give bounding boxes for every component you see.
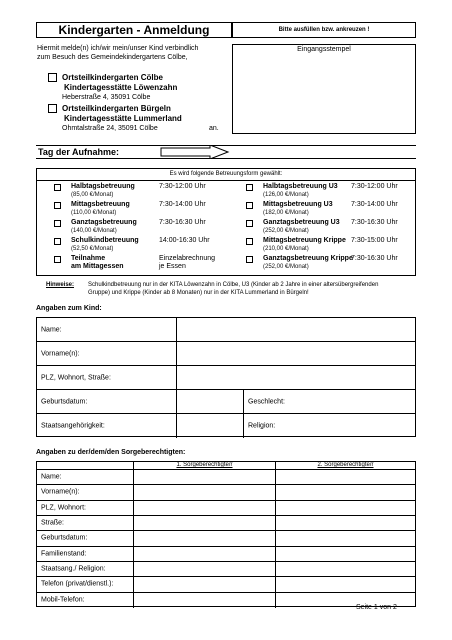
location-2-address: Ohmtalstraße 24, 35091 Cölbe	[62, 125, 158, 132]
page-number: Seite 1 von 2	[356, 604, 397, 611]
guardian-2-field[interactable]	[276, 531, 415, 545]
child-religion-field[interactable]	[277, 414, 415, 438]
care-option-right-2	[229, 219, 417, 237]
hinweis-line-2: Gruppe) und Krippe (Kinder ab 8 Monaten) nur in der KITA Lummerland in Bürgeln!	[88, 290, 309, 296]
care-option-time: Einzelabrechnung	[159, 255, 216, 262]
care-option-left-1	[37, 201, 227, 219]
guardian-1-field[interactable]	[134, 485, 275, 499]
guardian-row-label: PLZ, Wohnort:	[41, 504, 87, 512]
care-option-name: Mittagsbetreuung U3	[263, 201, 333, 208]
care-option-right-2-checkbox[interactable]	[246, 220, 253, 227]
care-option-left-3-checkbox[interactable]	[54, 238, 61, 245]
guardian-2-field[interactable]	[276, 547, 415, 561]
care-option-right-3-checkbox[interactable]	[246, 238, 253, 245]
child-plz-field[interactable]	[177, 366, 415, 389]
care-option-time: 7:30-12:00 Uhr	[351, 183, 398, 190]
guardians-table	[36, 461, 416, 607]
guardian-1-field[interactable]	[134, 562, 275, 576]
page-title: Kindergarten - Anmeldung	[58, 23, 210, 37]
guardian-row	[37, 562, 415, 577]
care-heading: Es wird folgende Betreuungsform gewählt:	[169, 171, 283, 177]
child-heading: Angaben zum Kind:	[36, 305, 102, 312]
guardian-row	[37, 516, 415, 531]
child-geschlecht-label: Geschlecht:	[248, 398, 285, 405]
intro-line-1: Hiermit melde(n) ich/wir mein/unser Kind verbindlich	[37, 45, 199, 52]
care-option-name: Ganztagsbetreuung Krippe	[263, 255, 353, 262]
care-option-left-1-checkbox[interactable]	[54, 202, 61, 209]
guardian-row	[37, 485, 415, 500]
care-option-left-2	[37, 219, 227, 237]
care-option-right-0-checkbox[interactable]	[246, 184, 253, 191]
care-option-right-4	[229, 255, 417, 273]
guardian-row	[37, 531, 415, 546]
child-vorname-label: Vorname(n):	[41, 350, 80, 357]
child-geburtsdatum-field[interactable]	[177, 390, 243, 413]
guardian-row-label: Vorname(n):	[41, 488, 80, 496]
guardian-1-field[interactable]	[134, 470, 275, 484]
care-option-price: (126,00 €/Monat)	[263, 192, 309, 198]
care-option-price: (110,00 €/Monat)	[71, 210, 117, 216]
guardian-row-label: Staatsang./ Religion:	[41, 565, 106, 573]
guardian-row	[37, 470, 415, 485]
care-option-time: 7:30-12:00 Uhr	[159, 183, 206, 190]
aufnahme-bar	[36, 145, 416, 159]
care-option-name: Halbtagsbetreuung	[71, 183, 135, 190]
stamp-box	[232, 44, 416, 134]
guardian-2-field[interactable]	[276, 577, 415, 591]
guardian-2-header: 2. Sorgeberechtigte/r	[317, 462, 374, 468]
guardian-row-label: Mobil-Telefon:	[41, 596, 85, 604]
care-option-price: (182,00 €/Monat)	[263, 210, 309, 216]
aufnahme-date-field[interactable]	[236, 146, 416, 158]
child-staatsang-field[interactable]	[177, 414, 243, 438]
care-option-right-1-checkbox[interactable]	[246, 202, 253, 209]
guardian-2-field[interactable]	[276, 485, 415, 499]
care-option-price: (252,00 €/Monat)	[263, 264, 309, 270]
location-2-checkbox[interactable]	[48, 104, 57, 113]
guardian-row-label: Straße:	[41, 519, 64, 527]
guardian-row-label: Telefon (privat/dienstl.):	[41, 580, 114, 588]
care-option-right-4-checkbox[interactable]	[246, 256, 253, 263]
intro-line-2: zum Besuch des Gemeindekindergartens Cölbe,	[37, 54, 188, 61]
child-religion-label: Religion:	[248, 422, 276, 430]
location-1-checkbox[interactable]	[48, 73, 57, 82]
guardian-row-label: Geburtsdatum:	[41, 534, 88, 542]
care-option-name-line2: am Mittagessen	[71, 263, 124, 270]
care-option-price: (140,00 €/Monat)	[71, 228, 117, 234]
child-staatsang-label: Staatsangehörigkeit:	[41, 422, 105, 430]
guardian-1-field[interactable]	[134, 501, 275, 515]
care-option-name: Teilnahme	[71, 255, 106, 262]
care-option-left-0-checkbox[interactable]	[54, 184, 61, 191]
care-option-right-3	[229, 237, 417, 255]
child-row-staat	[37, 414, 415, 438]
arrow-right-icon	[160, 145, 230, 159]
care-option-name: Ganztagsbetreuung	[71, 219, 137, 226]
guardian-row	[37, 547, 415, 562]
care-option-left-0	[37, 183, 227, 201]
child-row-name	[37, 318, 415, 342]
child-name-field[interactable]	[177, 318, 415, 341]
guardian-1-field[interactable]	[134, 577, 275, 591]
child-geschlecht-field[interactable]	[297, 390, 415, 413]
guardian-rows	[37, 470, 415, 606]
care-option-left-2-checkbox[interactable]	[54, 220, 61, 227]
guardian-row-label: Name:	[41, 473, 62, 481]
care-option-time: 7:30-14:00 Uhr	[159, 201, 206, 208]
care-option-name: Mittagsbetreuung Krippe	[263, 237, 346, 244]
guardian-2-field[interactable]	[276, 516, 415, 530]
guardian-1-field[interactable]	[134, 593, 275, 608]
care-option-time: 7:30-15:00 Uhr	[351, 237, 398, 244]
care-option-price: (252,00 €/Monat)	[263, 228, 309, 234]
care-option-price: (210,00 €/Monat)	[263, 246, 309, 252]
child-plz-label: PLZ, Wohnort, Straße:	[41, 374, 111, 381]
care-option-price: (85,00 €/Monat)	[71, 192, 114, 198]
care-option-time-line2: je Essen	[159, 263, 186, 270]
hinweis-line-1: Schulkindbetreuung nur in der KITA Löwenzahn in Cölbe, U3 (Kinder ab 2 Jahre in einer altersübergreifenden	[88, 282, 379, 288]
care-option-name: Schulkindbetreuung	[71, 237, 139, 244]
care-option-time: 14:00-16:30 Uhr	[159, 237, 210, 244]
instruction-note: Bitte ausfüllen bzw. ankreuzen !	[278, 27, 370, 33]
care-option-left-4-checkbox[interactable]	[54, 256, 61, 263]
care-option-right-0	[229, 183, 417, 201]
guardian-2-field[interactable]	[276, 470, 415, 484]
aufnahme-label: Tag der Aufnahme:	[38, 147, 120, 157]
care-option-time: 7:30-16:30 Uhr	[351, 219, 398, 226]
child-geburtsdatum-label: Geburtsdatum:	[41, 398, 88, 405]
location-1-sub: Kindertagesstätte Löwenzahn	[64, 83, 178, 92]
stamp-label: Eingangsstempel	[297, 46, 351, 53]
guardian-1-header: 1. Sorgeberechtigte/r	[176, 462, 233, 468]
title-box	[36, 22, 232, 38]
guardian-2-field[interactable]	[276, 501, 415, 515]
location-1-name: Ortsteilkindergarten Cölbe	[62, 73, 163, 82]
care-option-name: Ganztagsbetreuung U3	[263, 219, 340, 226]
guardians-heading: Angaben zu der/dem/den Sorgeberechtigten:	[36, 449, 186, 456]
instruction-box	[232, 22, 416, 38]
care-option-time: 7:30-16:30 Uhr	[159, 219, 206, 226]
child-name-label: Name:	[41, 326, 62, 333]
care-option-time: 7:30-16:30 Uhr	[351, 255, 398, 262]
child-row-vorname	[37, 342, 415, 366]
child-row-geburt	[37, 390, 415, 414]
guardian-1-field[interactable]	[134, 516, 275, 530]
child-table	[36, 317, 416, 437]
care-option-name: Halbtagsbetreuung U3	[263, 183, 338, 190]
care-option-price: (52,50 €/Monat)	[71, 246, 114, 252]
care-box	[36, 168, 416, 276]
care-option-left-3	[37, 237, 227, 255]
child-vorname-field[interactable]	[177, 342, 415, 365]
location-2-name: Ortsteilkindergarten Bürgeln	[62, 104, 171, 113]
guardian-1-field[interactable]	[134, 547, 275, 561]
guardians-header-row	[37, 462, 415, 470]
hinweis-label: Hinweise:	[46, 282, 75, 288]
location-1-address: Heberstraße 4, 35091 Cölbe	[62, 94, 151, 101]
guardian-row	[37, 501, 415, 516]
guardian-1-field[interactable]	[134, 531, 275, 545]
care-option-right-1	[229, 201, 417, 219]
care-option-name: Mittagsbetreuung	[71, 201, 130, 208]
location-2-sub: Kindertagesstätte Lummerland	[64, 114, 182, 123]
suffix-an: an.	[209, 125, 219, 132]
child-row-plz	[37, 366, 415, 390]
care-option-left-4	[37, 255, 227, 273]
guardian-row-label: Familienstand:	[41, 550, 87, 558]
guardian-2-field[interactable]	[276, 562, 415, 576]
care-option-time: 7:30-14:00 Uhr	[351, 201, 398, 208]
guardian-row	[37, 577, 415, 592]
